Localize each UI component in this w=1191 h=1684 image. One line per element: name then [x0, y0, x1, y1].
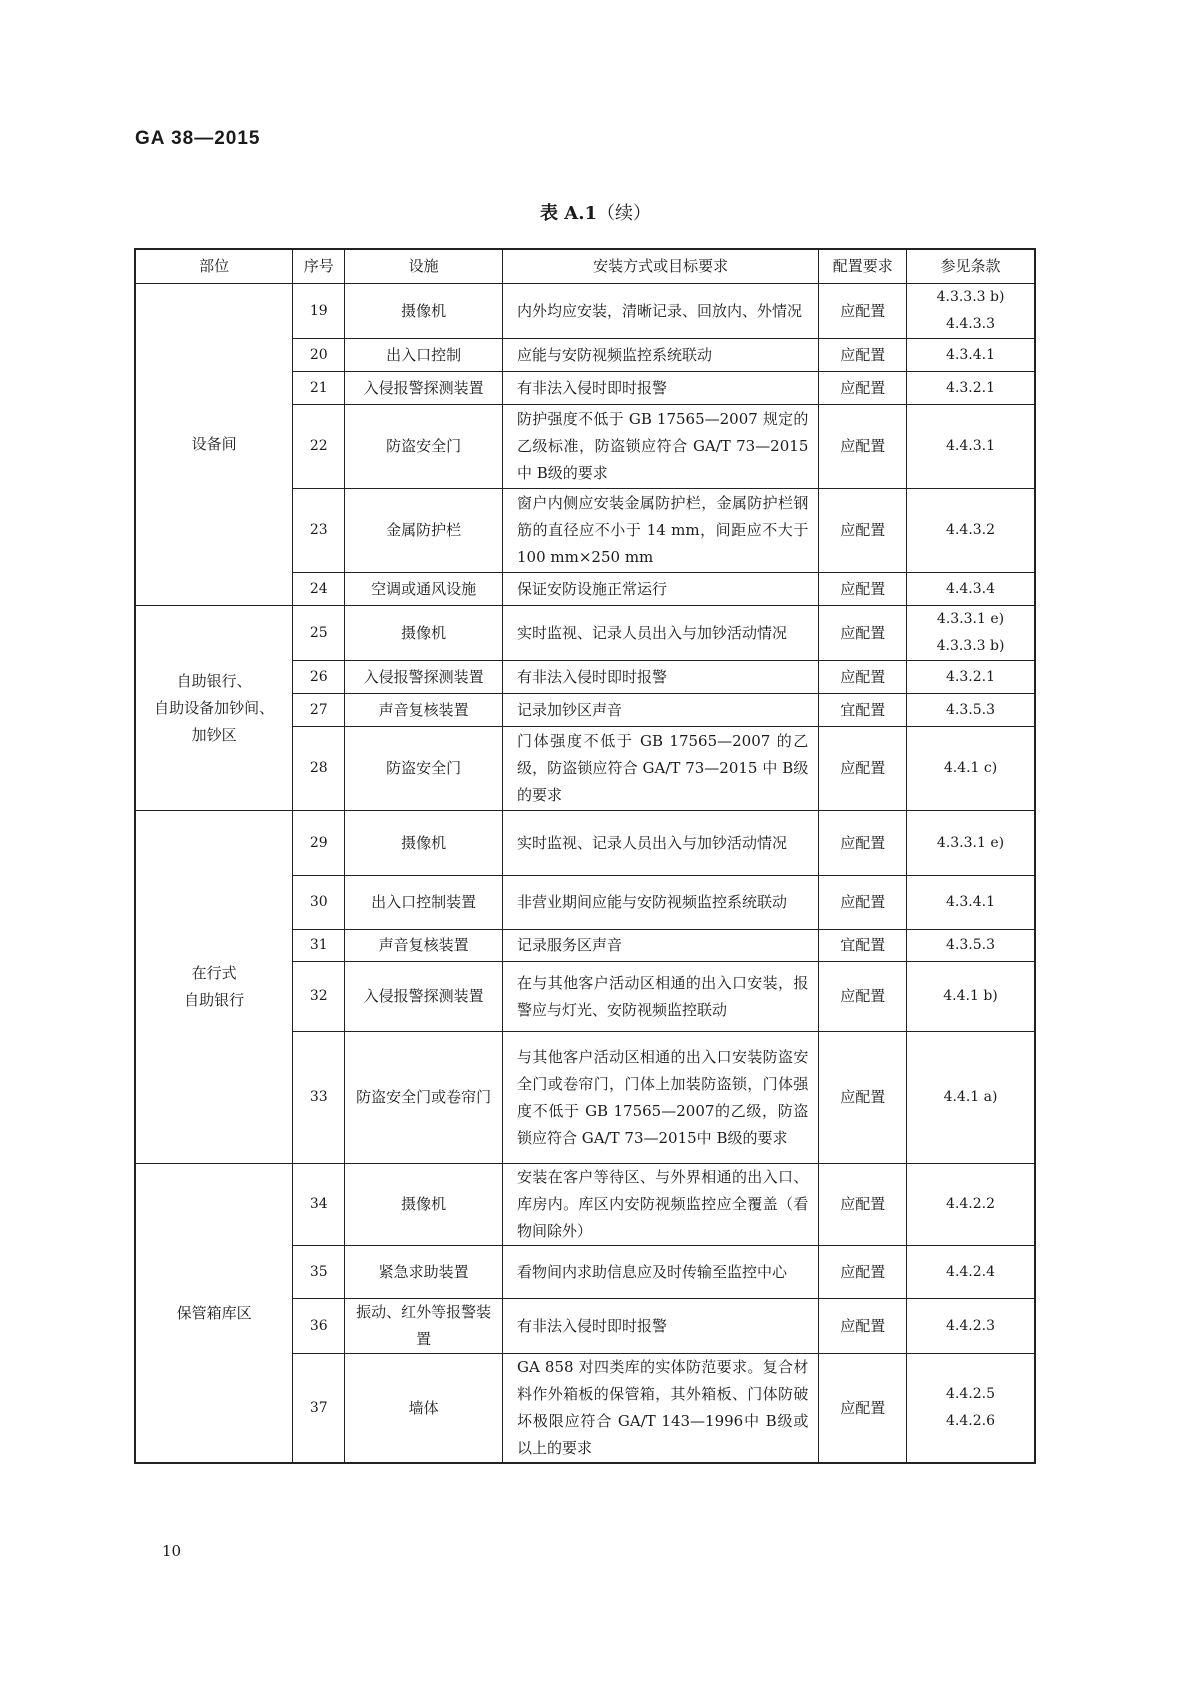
facility-cell: 入侵报警探测装置 [345, 661, 503, 694]
requirement-cell: 非营业期间应能与安防视频监控系统联动 [503, 876, 819, 930]
serial-number-cell: 24 [293, 573, 345, 606]
serial-number-cell: 26 [293, 661, 345, 694]
requirement-cell: 应能与安防视频监控系统联动 [503, 339, 819, 372]
reference-cell: 4.4.1 c) [907, 727, 1035, 811]
reference-cell: 4.3.3.3 b) 4.4.3.3 [907, 284, 1035, 339]
requirement-cell: GA 858 对四类库的实体防范要求。复合材料作外箱板的保管箱，其外箱板、门体防破坏极限应符合 GA/T 143—1996中 B级或以上的要求 [503, 1354, 819, 1464]
serial-number-cell: 30 [293, 876, 345, 930]
reference-cell: 4.3.2.1 [907, 372, 1035, 405]
config-cell: 应配置 [819, 962, 907, 1032]
config-cell: 应配置 [819, 372, 907, 405]
serial-number-cell: 31 [293, 930, 345, 962]
table-row [135, 284, 1035, 339]
standard-code: GA 38—2015 [135, 128, 261, 149]
requirement-cell: 窗户内侧应安装金属防护栏，金属防护栏钢筋的直径应不小于 14 mm，间距应不大于 100 mm×250 mm [503, 489, 819, 573]
table-title-label: 表 A.1 [539, 203, 598, 224]
serial-number-cell: 28 [293, 727, 345, 811]
table-header-row [135, 249, 1035, 284]
serial-number-cell: 37 [293, 1354, 345, 1464]
reference-cell: 4.4.3.4 [907, 573, 1035, 606]
area-cell: 设备间 [135, 284, 293, 606]
config-cell: 宜配置 [819, 930, 907, 962]
reference-cell: 4.4.2.4 [907, 1246, 1035, 1299]
column-header: 序号 [293, 249, 345, 284]
requirement-cell: 内外均应安装，清晰记录、回放内、外情况 [503, 284, 819, 339]
reference-cell: 4.4.3.2 [907, 489, 1035, 573]
facility-cell: 振动、红外等报警装置 [345, 1299, 503, 1354]
config-cell: 应配置 [819, 876, 907, 930]
reference-cell: 4.4.2.2 [907, 1164, 1035, 1246]
config-cell: 应配置 [819, 1164, 907, 1246]
requirement-cell: 有非法入侵时即时报警 [503, 372, 819, 405]
requirement-cell: 记录加钞区声音 [503, 694, 819, 727]
reference-cell: 4.4.1 a) [907, 1032, 1035, 1164]
table-body [135, 284, 1035, 1464]
page-number: 10 [162, 1542, 182, 1560]
serial-number-cell: 25 [293, 606, 345, 661]
serial-number-cell: 27 [293, 694, 345, 727]
config-cell: 应配置 [819, 339, 907, 372]
facility-cell: 声音复核装置 [345, 930, 503, 962]
requirement-cell: 有非法入侵时即时报警 [503, 661, 819, 694]
reference-cell: 4.3.5.3 [907, 930, 1035, 962]
column-header: 参见条款 [907, 249, 1035, 284]
serial-number-cell: 33 [293, 1032, 345, 1164]
requirement-cell: 有非法入侵时即时报警 [503, 1299, 819, 1354]
serial-number-cell: 22 [293, 405, 345, 489]
requirement-cell: 看物间内求助信息应及时传输至监控中心 [503, 1246, 819, 1299]
facility-cell: 入侵报警探测装置 [345, 962, 503, 1032]
table-title-suffix: （续） [597, 203, 652, 224]
facility-cell: 摄像机 [345, 606, 503, 661]
table-title [0, 199, 1191, 225]
requirement-cell: 门体强度不低于 GB 17565—2007 的乙级，防盗锁应符合 GA/T 73—2015 中 B级的要求 [503, 727, 819, 811]
reference-cell: 4.4.1 b) [907, 962, 1035, 1032]
config-cell: 应配置 [819, 284, 907, 339]
table-row [135, 811, 1035, 876]
requirement-cell: 实时监视、记录人员出入与加钞活动情况 [503, 606, 819, 661]
reference-cell: 4.4.3.1 [907, 405, 1035, 489]
column-header: 配置要求 [819, 249, 907, 284]
facility-cell: 防盗安全门 [345, 727, 503, 811]
column-header: 设施 [345, 249, 503, 284]
config-cell: 应配置 [819, 661, 907, 694]
facility-cell: 摄像机 [345, 1164, 503, 1246]
table-row [135, 1164, 1035, 1246]
config-cell: 应配置 [819, 405, 907, 489]
reference-cell: 4.4.2.5 4.4.2.6 [907, 1354, 1035, 1464]
facility-cell: 入侵报警探测装置 [345, 372, 503, 405]
config-cell: 应配置 [819, 1354, 907, 1464]
serial-number-cell: 20 [293, 339, 345, 372]
facility-cell: 声音复核装置 [345, 694, 503, 727]
serial-number-cell: 29 [293, 811, 345, 876]
area-cell: 在行式 自助银行 [135, 811, 293, 1164]
requirement-cell: 在与其他客户活动区相通的出入口安装，报警应与灯光、安防视频监控联动 [503, 962, 819, 1032]
serial-number-cell: 19 [293, 284, 345, 339]
serial-number-cell: 34 [293, 1164, 345, 1246]
config-cell: 应配置 [819, 811, 907, 876]
reference-cell: 4.3.2.1 [907, 661, 1035, 694]
config-cell: 应配置 [819, 727, 907, 811]
facility-cell: 出入口控制 [345, 339, 503, 372]
column-header: 安装方式或目标要求 [503, 249, 819, 284]
serial-number-cell: 23 [293, 489, 345, 573]
reference-cell: 4.3.4.1 [907, 339, 1035, 372]
facility-cell: 紧急求助装置 [345, 1246, 503, 1299]
serial-number-cell: 36 [293, 1299, 345, 1354]
facility-cell: 防盗安全门 [345, 405, 503, 489]
serial-number-cell: 21 [293, 372, 345, 405]
reference-cell: 4.3.5.3 [907, 694, 1035, 727]
serial-number-cell: 32 [293, 962, 345, 1032]
facility-cell: 摄像机 [345, 811, 503, 876]
column-header: 部位 [135, 249, 293, 284]
config-cell: 宜配置 [819, 694, 907, 727]
requirement-cell: 保证安防设施正常运行 [503, 573, 819, 606]
config-cell: 应配置 [819, 1299, 907, 1354]
reference-cell: 4.3.3.1 e) 4.3.3.3 b) [907, 606, 1035, 661]
reference-cell: 4.4.2.3 [907, 1299, 1035, 1354]
facility-cell: 出入口控制装置 [345, 876, 503, 930]
config-cell: 应配置 [819, 606, 907, 661]
table-row [135, 606, 1035, 661]
requirement-cell: 防护强度不低于 GB 17565—2007 规定的乙级标准，防盗锁应符合 GA/T 73—2015中 B级的要求 [503, 405, 819, 489]
requirement-cell: 记录服务区声音 [503, 930, 819, 962]
facility-cell: 金属防护栏 [345, 489, 503, 573]
requirements-table [134, 248, 1036, 1464]
area-cell: 保管箱库区 [135, 1164, 293, 1464]
config-cell: 应配置 [819, 1032, 907, 1164]
reference-cell: 4.3.3.1 e) [907, 811, 1035, 876]
facility-cell: 墙体 [345, 1354, 503, 1464]
area-cell: 自助银行、 自助设备加钞间、 加钞区 [135, 606, 293, 811]
serial-number-cell: 35 [293, 1246, 345, 1299]
facility-cell: 摄像机 [345, 284, 503, 339]
facility-cell: 防盗安全门或卷帘门 [345, 1032, 503, 1164]
config-cell: 应配置 [819, 1246, 907, 1299]
config-cell: 应配置 [819, 489, 907, 573]
requirement-cell: 与其他客户活动区相通的出入口安装防盗安全门或卷帘门，门体上加装防盗锁，门体强度不低于 GB 17565—2007的乙级，防盗锁应符合 GA/T 73—2015中 B级的要求 [503, 1032, 819, 1164]
requirement-cell: 安装在客户等待区、与外界相通的出入口、库房内。库区内安防视频监控应全覆盖（看物间除外） [503, 1164, 819, 1246]
config-cell: 应配置 [819, 573, 907, 606]
requirement-cell: 实时监视、记录人员出入与加钞活动情况 [503, 811, 819, 876]
facility-cell: 空调或通风设施 [345, 573, 503, 606]
reference-cell: 4.3.4.1 [907, 876, 1035, 930]
